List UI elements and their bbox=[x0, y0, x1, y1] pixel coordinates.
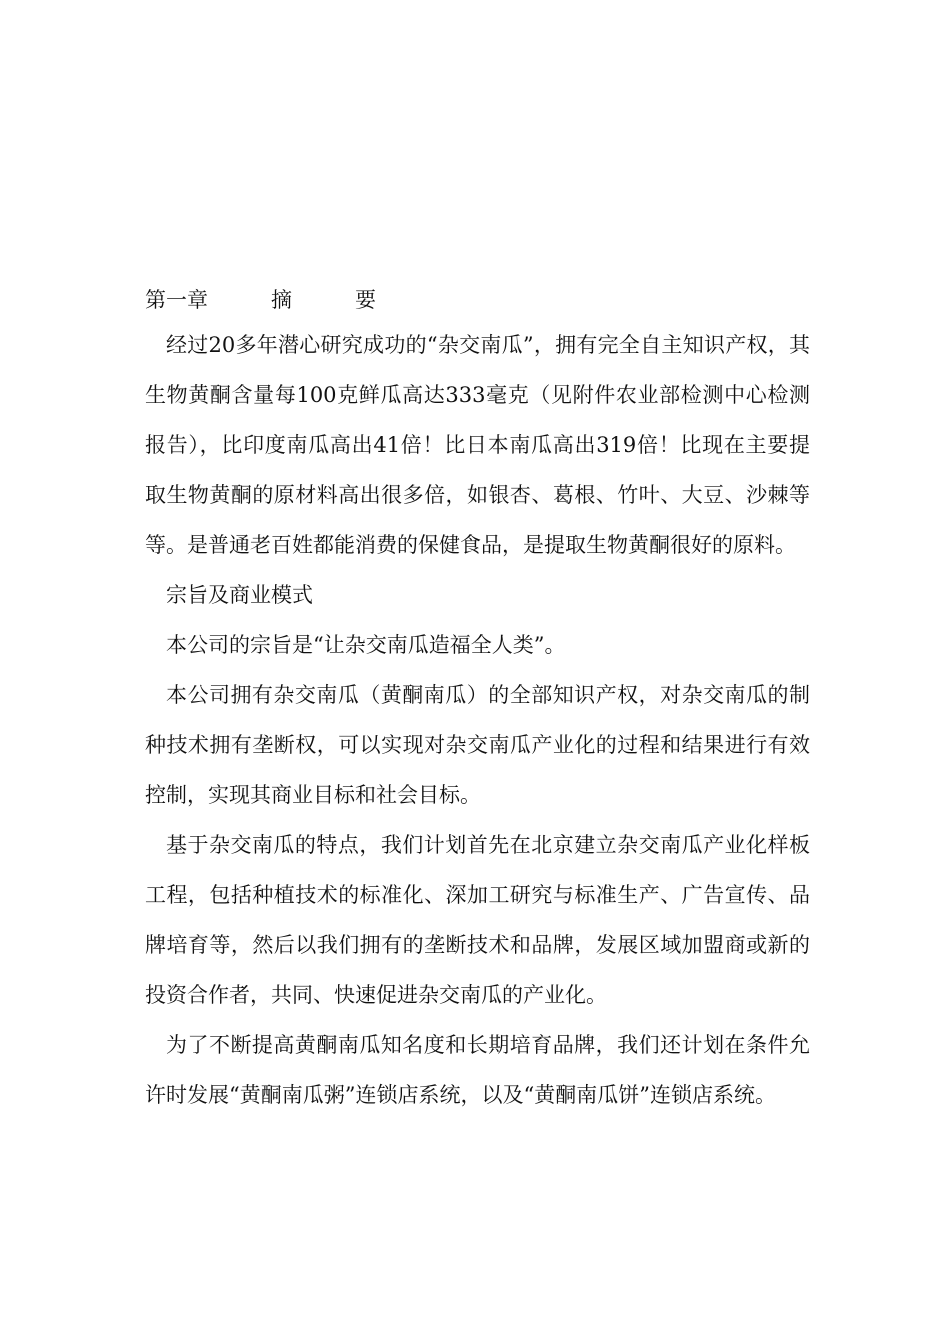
document-body bbox=[145, 280, 810, 1120]
paragraph-mission: 本公司的宗旨是“让杂交南瓜造福全人类”。 bbox=[166, 633, 566, 657]
paragraph-ip-rights: 本公司拥有杂交南瓜（黄酮南瓜）的全部知识产权，对杂交南瓜的制种技术拥有垄断权，可以实现对杂交南瓜产业化的过程和结果进行有效控制，实现其商业目标和社会目标。 bbox=[145, 683, 810, 807]
paragraph-summary: 经过20多年潜心研究成功的“杂交南瓜”，拥有完全自主知识产权，其生物黄酮含量每100克鲜瓜高达333毫克（见附件农业部检测中心检测报告），比印度南瓜高出41倍！比日本南瓜高出319倍！比现在主要提取生物黄酮的原材料高出很多倍，如银杏、葛根、竹叶、大豆、沙棘等等。是普通老百姓都能消费的保健食品，是提取生物黄酮很好的原料。 bbox=[145, 333, 810, 557]
paragraph-section-title: 宗旨及商业模式 bbox=[166, 583, 313, 607]
paragraph-industrialization-plan: 基于杂交南瓜的特点，我们计划首先在北京建立杂交南瓜产业化样板工程，包括种植技术的标准化、深加工研究与标准生产、广告宣传、品牌培育等，然后以我们拥有的垄断技术和品牌，发展区域加盟商或新的投资合作者，共同、快速促进杂交南瓜的产业化。 bbox=[145, 833, 810, 1007]
chapter-heading: 第一章 摘 要 bbox=[145, 288, 376, 312]
paragraph-brand-chain-plan: 为了不断提高黄酮南瓜知名度和长期培育品牌，我们还计划在条件允许时发展“黄酮南瓜粥”连锁店系统，以及“黄酮南瓜饼”连锁店系统。 bbox=[145, 1033, 810, 1107]
